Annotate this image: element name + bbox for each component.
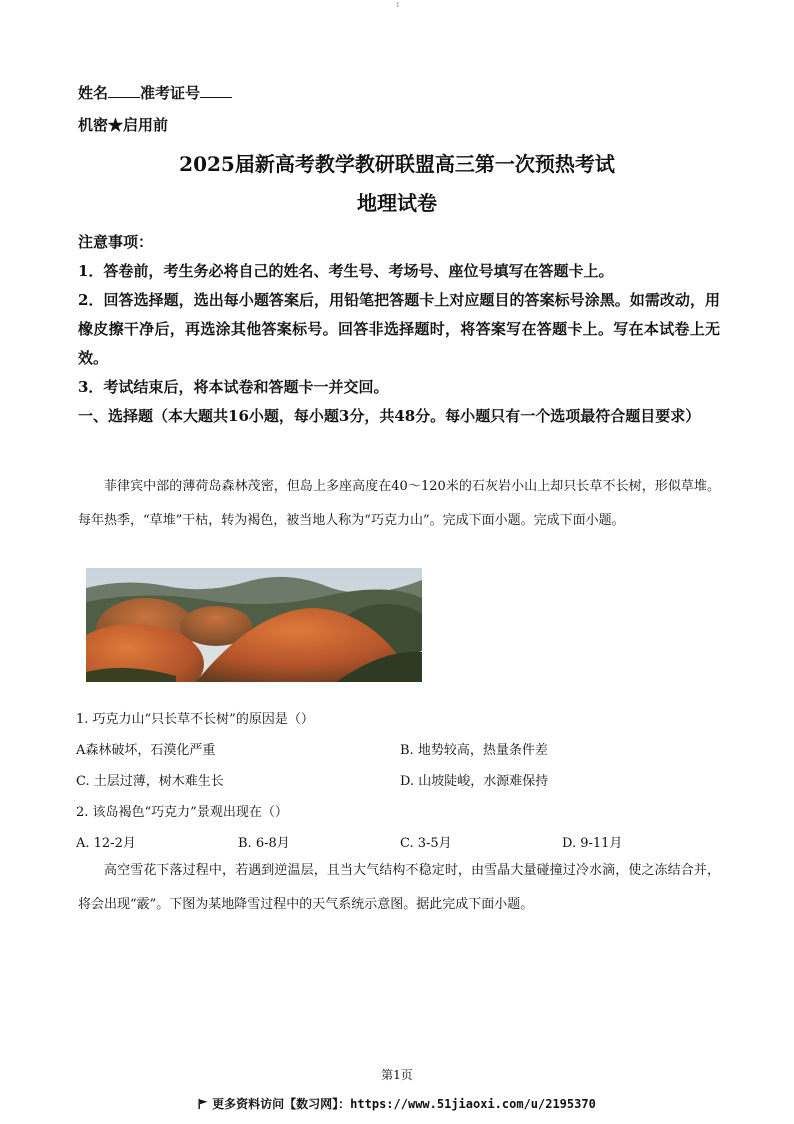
notes-item-1: 1．答卷前，考生务必将自己的姓名、考生号、考场号、座位号填写在答题卡上。 [78,262,614,280]
page-number: 第1页 [381,1068,413,1082]
passage-2: 高空雪花下落过程中，若遇到逆温层，且当大气结构不稳定时，由雪晶大量碰撞过冷水滴，使之冻结合并，将会出现“霰”。下图为某地降雪过程中的天气系统示意图。据此完成下面小题。 [78,863,720,912]
notes-item-2: 2．回答选择题，选出每小题答案后，用铅笔把答题卡上对应题目的答案标号涂黑。如需改动，用橡皮擦干净后，再选涂其他答案标号。回答非选择题时，将答案写在答题卡上。写在本试卷上无效。 [78,291,720,367]
name-line [78,82,232,103]
footer-link[interactable] [0,1095,794,1112]
notes-heading: 注意事项： [78,233,154,251]
section-heading: 一、选择题（本大题共16小题，每小题3分，共48分。每小题只有一个选项最符合题目要求） [78,407,701,425]
page-subtitle: 地理试卷 [357,191,437,215]
question-2-stem: 2. 该岛褐色“巧克力”景观出现在（） [76,805,288,820]
secret-label: 机密★启用前 [78,116,169,134]
notes-item-3: 3．考试结束后，将本试卷和答题卡一并交回。 [78,378,389,396]
chocolate-hills-photo [86,568,422,682]
name-label: 姓名 [78,84,109,102]
question-1-stem: 1. 巧克力山“只长草不长树”的原因是（） [76,712,314,727]
question-1-option-c[interactable]: C. 土层过薄，树木难生长 [76,774,224,789]
flag-icon [198,1099,208,1109]
question-1-option-b[interactable]: B. 地势较高，热量条件差 [400,743,548,758]
passage-1: 菲律宾中部的薄荷岛森林茂密，但岛上多座高度在40～120米的石灰岩小山上却只长草不长树，形似草堆。每年热季，“草堆”干枯，转为褐色，被当地人称为“巧克力山”。完成下面小题。完成下面小题。 [78,479,720,528]
question-1-option-d[interactable]: D. 山坡陡峻，水源难保持 [400,774,549,789]
question-1-option-a[interactable]: A森林破坏，石漠化严重 [76,743,216,758]
question-2-option-b[interactable]: B. 6-8月 [238,836,290,851]
question-2-option-a[interactable]: A. 12-2月 [76,836,136,851]
footer-text: 更多资料访问【数习网】：https://www.51jiaoxi.com/u/2195370 [212,1097,596,1111]
exam-id-label: 准考证号 [140,84,201,102]
chocolate-hills-illustration [86,568,422,682]
page-title: 2025届新高考教学教研联盟高三第一次预热考试 [179,152,615,176]
page-top-mark: 1 [396,2,400,9]
question-2-option-c[interactable]: C. 3-5月 [400,836,452,851]
exam-id-blank [200,83,232,98]
notes-block [78,228,720,431]
name-blank [108,83,140,98]
question-2-option-d[interactable]: D. 9-11月 [562,836,623,851]
